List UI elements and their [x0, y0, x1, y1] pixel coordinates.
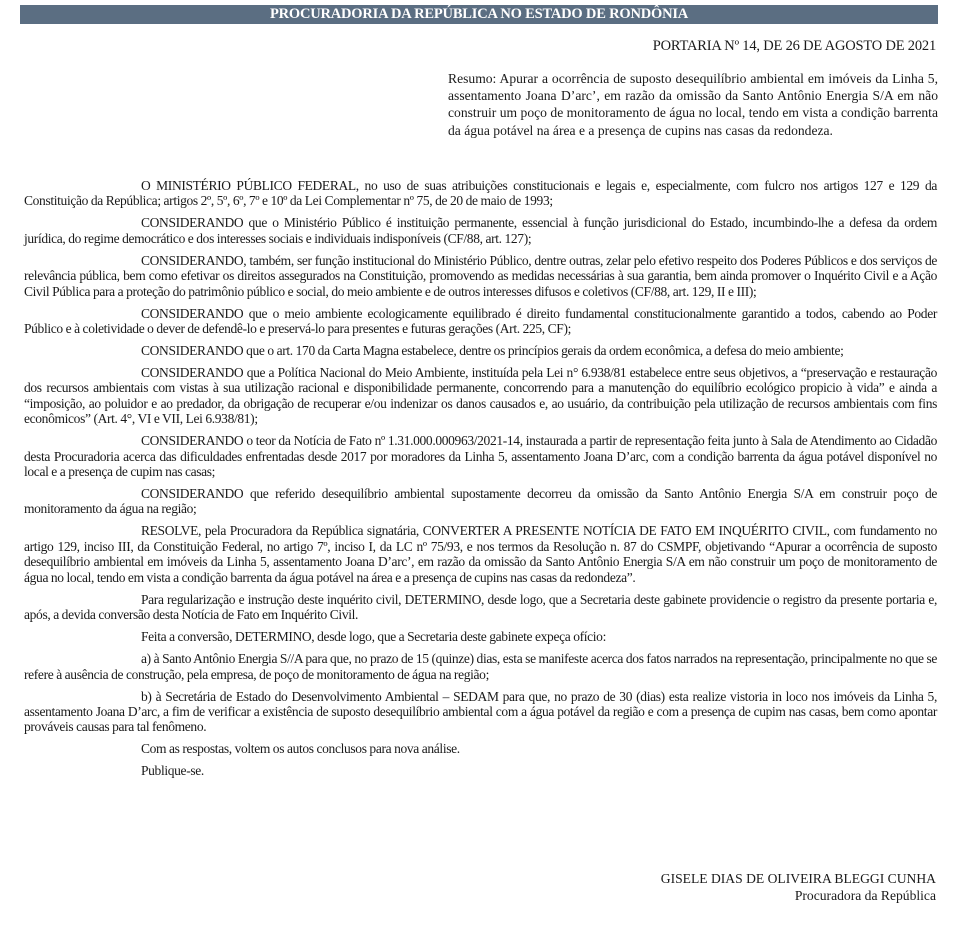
header-bar	[20, 5, 938, 24]
paragraph-considerando-1: CONSIDERANDO que o Ministério Público é instituição permanente, essencial à função jurisdicional do Estado, incumbindo-lhe a defesa da ordem jurídica, do regime democrático e dos interesses sociais e individuais indisponíveis (CF/88, art. 127);	[24, 215, 937, 246]
resumo-summary: Resumo: Apurar a ocorrência de suposto desequilíbrio ambiental em imóveis da Linha 5, assentamento Joana D’arc’, em razão da omissão da Santo Antônio Energia S/A em não construir um poço de monitoramento de água no local, tendo em vista a condição barrenta da água potável na área e a presença de cupins nas casas da redondeza.	[448, 71, 938, 138]
paragraph-item-a: a) à Santo Antônio Energia S//A para que, no prazo de 15 (quinze) dias, esta se manifeste acerca dos fatos narrados na representação, principalmente no que se refere à ausência de construção, pela empresa, de poço de monitoramento de água na região;	[24, 651, 937, 682]
portaria-title: PORTARIA Nº 14, DE 26 DE AGOSTO DE 2021	[652, 38, 936, 54]
paragraph-determino-oficio: Feita a conversão, DETERMINO, desde logo, que a Secretaria deste gabinete expeça ofício:	[141, 629, 606, 645]
signer-role: Procuradora da República	[794, 888, 936, 903]
paragraph-item-b: b) à Secretária de Estado do Desenvolvimento Ambiental – SEDAM para que, no prazo de 30 (dias) esta realize vistoria in loco nos imóveis da Linha 5, assentamento Joana D’arc, a fim de verificar a existência de suposto desequilíbrio ambiental com a água potável da região e com a presença de cupim nas casas, bem como apontar prováveis causas para tal fenômeno.	[24, 688, 937, 735]
paragraph-considerando-2: CONSIDERANDO, também, ser função institucional do Ministério Público, dentre outras, zelar pelo efetivo respeito dos Poderes Públicos e dos serviços de relevância pública, bem como efetivar os direitos assegurados na Constituição, promovendo as medidas necessárias à sua garantia, bem ainda promover o Inquérito Civil e a Ação Civil Pública para a proteção do patrimônio público e social, do meio ambiente e de outros interesses difusos e coletivos (CF/88, art. 129, II e III);	[24, 252, 937, 299]
paragraph-considerando-3: CONSIDERANDO que o meio ambiente ecologicamente equilibrado é direito fundamental constitucionalmente garantido a todos, cabendo ao Poder Público e à coletividade o dever de defendê-lo e preservá-lo para presentes e futuras gerações (Art. 225, CF);	[24, 305, 937, 337]
signature-block	[661, 870, 936, 904]
paragraph-publique: Publique-se.	[141, 763, 204, 779]
signer-name: GISELE DIAS DE OLIVEIRA BLEGGI CUNHA	[660, 871, 936, 886]
document-body	[24, 178, 937, 785]
paragraph-considerando-5: CONSIDERANDO que a Política Nacional do Meio Ambiente, instituída pela Lei n° 6.938/81 estabelece entre seus objetivos, a “preservação e restauração dos recursos ambientais com vistas à sua utilização racional e disponibilidade permanente, concorrendo para a manutenção do equilíbrio ecológico propicio à vida” e ainda a “imposição, ao poluidor e ao predador, da obrigação de recuperar e/ou indenizar os danos causados e, ao usuário, da contribuição pela utilização de recursos ambientais com fins econômicos” (Art. 4°, VI e VII, Lei 6.938/81);	[24, 365, 937, 427]
paragraph-considerando-6: CONSIDERANDO o teor da Notícia de Fato nº 1.31.000.000963/2021-14, instaurada a partir de representação feita junto à Sala de Atendimento ao Cidadão desta Procuradoria acerca das dificuldades enfrentadas desde 2017 por moradores da Linha 5, assentamento Joana D’arc, com a condição barrenta da água potável disponível no local e a presença de cupim nas casas;	[24, 433, 937, 480]
paragraph-considerando-7: CONSIDERANDO que referido desequilíbrio ambiental supostamente decorreu da omissão da Santo Antônio Energia S/A em construir poço de monitoramento da água na região;	[24, 486, 937, 517]
header-title: PROCURADORIA DA REPÚBLICA NO ESTADO DE RONDÔNIA	[269, 6, 689, 22]
paragraph-ministerio: O MINISTÉRIO PÚBLICO FEDERAL, no uso de suas atribuições constitucionais e legais e, especialmente, com fulcro nos artigos 127 e 129 da Constituição da República; artigos 2º, 5º, 6º, 7º e 10º da Lei Complementar nº 75, de 20 de maio de 1993;	[24, 178, 937, 209]
paragraph-determino-registro: Para regularização e instrução deste inquérito civil, DETERMINO, desde logo, que a Secretaria deste gabinete providencie o registro da presente portaria e, após, a devida conversão desta Notícia de Fato em Inquérito Civil.	[24, 591, 937, 623]
paragraph-respostas: Com as respostas, voltem os autos conclusos para nova análise.	[141, 741, 460, 757]
paragraph-resolve: RESOLVE, pela Procuradora da República signatária, CONVERTER A PRESENTE NOTÍCIA DE FATO EM INQUÉRITO CIVIL, com fundamento no artigo 129, inciso III, da Constituição Federal, no artigo 7º, inciso I, da LC nº 75/93, e nos termos da Resolução n. 87 do CSMPF, objetivando “Apurar a ocorrência de suposto desequilíbrio ambiental em imóveis da Linha 5, assentamento Joana D’arc’, em razão da omissão da Santo Antônio Energia S/A em não construir um poço de monitoramento de água no local, tendo em vista a condição barrenta da água potável na área e a presença de cupins nas casas da redondeza”.	[24, 523, 937, 585]
paragraph-considerando-4: CONSIDERANDO que o art. 170 da Carta Magna estabelece, dentre os princípios gerais da ordem econômica, a defesa do meio ambiente;	[141, 343, 844, 359]
